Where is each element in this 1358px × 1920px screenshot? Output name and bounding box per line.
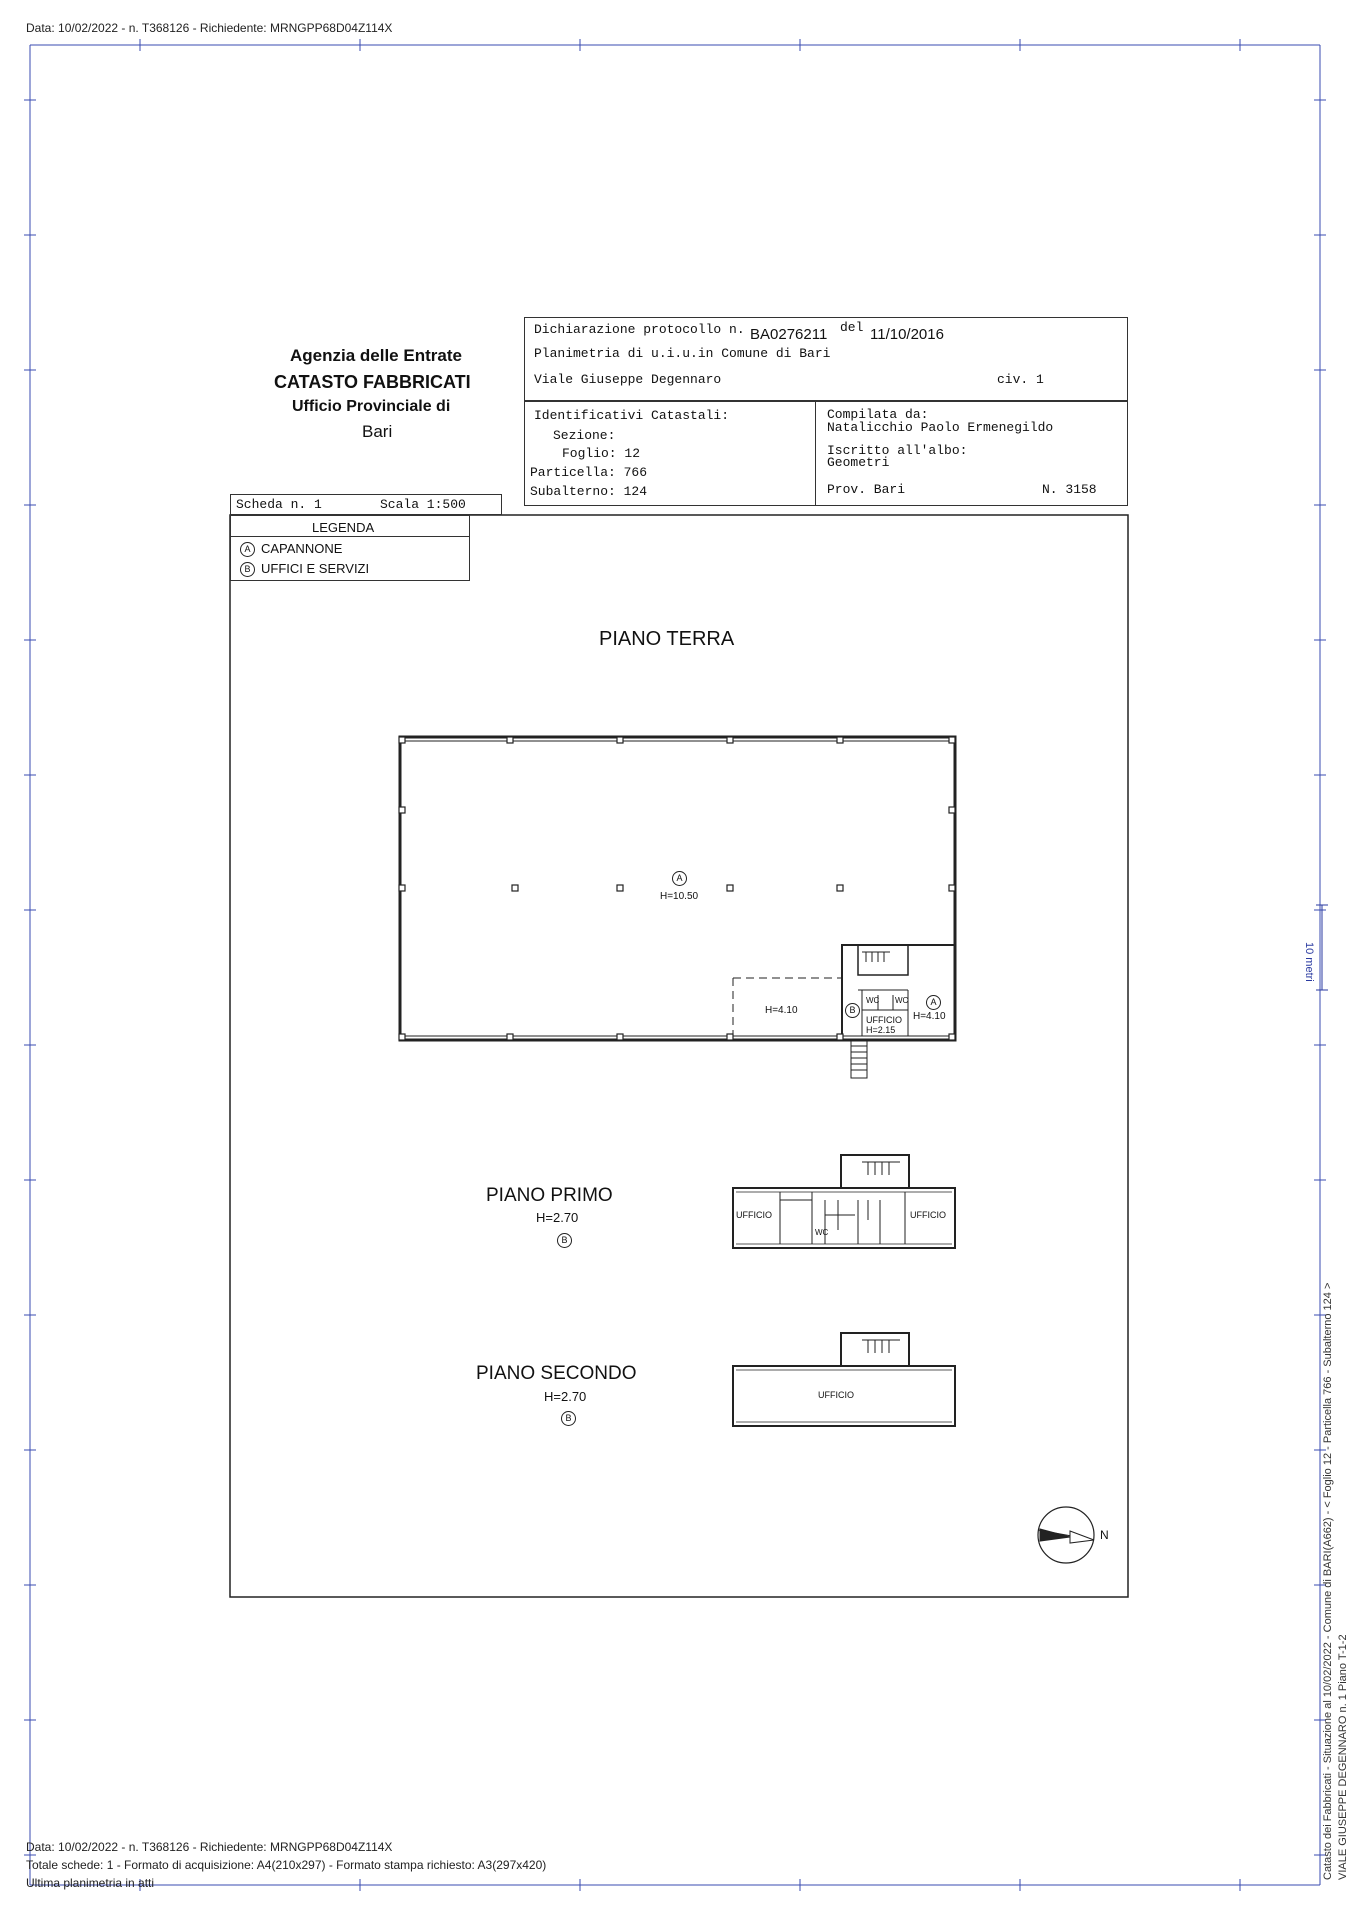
province: Prov. Bari — [827, 482, 906, 497]
pillar — [399, 1034, 405, 1040]
pillar — [399, 885, 405, 891]
pillar — [617, 1034, 623, 1040]
wc-2: WC — [895, 996, 909, 1005]
footer-last-plan: Ultima planimetria in atti — [26, 1876, 155, 1890]
second-floor-title: PIANO SECONDO — [476, 1363, 637, 1384]
legend-divider — [230, 536, 470, 537]
albo-value: Geometri — [827, 455, 890, 470]
pillar — [727, 885, 733, 891]
scheda-scale: Scala 1:500 — [380, 497, 466, 512]
ground-floor-title: PIANO TERRA — [599, 628, 735, 650]
protocol-label: Dichiarazione protocollo n. — [534, 322, 745, 337]
first-office-left: UFFICIO — [736, 1210, 772, 1220]
subalterno: Subalterno: 124 — [530, 484, 648, 499]
annex-height: H=4.10 — [765, 1005, 798, 1016]
footer-format-line: Totale schede: 1 - Formato di acquisizione: A4(210x297) - Formato stampa richiesto: A3(297x420) — [26, 1858, 547, 1872]
pillar — [399, 807, 405, 813]
albo-label: Iscritto all'albo: — [827, 443, 968, 458]
north-compass-icon — [1038, 1507, 1094, 1563]
declaration-date: 11/10/2016 — [870, 326, 944, 343]
pillar — [727, 1034, 733, 1040]
first-floor-title: PIANO PRIMO — [486, 1185, 613, 1206]
agency-city: Bari — [362, 422, 393, 441]
ground-main-height: H=10.50 — [660, 891, 699, 902]
scale-bar — [1316, 905, 1328, 990]
second-office: UFFICIO — [818, 1390, 854, 1400]
pillar — [837, 885, 843, 891]
legend-item-capannone: A CAPANNONE — [240, 541, 342, 557]
footer-request-line: Data: 10/02/2022 - n. T368126 - Richiedente: MRNGPP68D04Z114X — [26, 1840, 393, 1854]
second-floor-symbol: B — [561, 1410, 576, 1428]
side-text-line2: VIALE GIUSEPPE DEGENNARO n. 1 Piano T-1-2 — [1337, 1634, 1349, 1880]
second-floor-height: H=2.70 — [544, 1389, 587, 1404]
right-symbol: A — [926, 994, 941, 1012]
office-symbol: B — [845, 1002, 860, 1020]
address: Viale Giuseppe Degennaro — [534, 372, 722, 387]
foglio: Foglio: 12 — [562, 446, 641, 461]
ground-main-symbol: A — [672, 870, 687, 888]
legend-title: LEGENDA — [312, 520, 375, 535]
particella: Particella: 766 — [530, 465, 648, 480]
pillar — [949, 1034, 955, 1040]
pillar — [949, 885, 955, 891]
header-request-line: Data: 10/02/2022 - n. T368126 - Richiedente: MRNGPP68D04Z114X — [26, 21, 393, 35]
pillar — [512, 885, 518, 891]
pillar — [507, 737, 513, 743]
sezione: Sezione: — [553, 428, 616, 443]
identifiers-title: Identificativi Catastali: — [534, 408, 730, 423]
pillar — [617, 885, 623, 891]
date-label: del — [840, 320, 864, 335]
pillar — [507, 1034, 513, 1040]
pillar — [617, 737, 623, 743]
second-floor-plan — [733, 1333, 955, 1426]
first-floor-height: H=2.70 — [536, 1210, 579, 1225]
first-floor-plan — [733, 1155, 955, 1248]
legend-item-uffici: B UFFICI E SERVIZI — [240, 561, 369, 577]
compiler-label: Compilata da: — [827, 407, 929, 422]
pillar — [837, 1034, 843, 1040]
scheda-number: Scheda n. 1 — [236, 497, 322, 512]
pillar — [837, 737, 843, 743]
side-text-line1: Catasto dei Fabbricati - Situazione al 10/02/2022 - Comune di BARI(A662) - < Foglio 12 - Particella 766 - Subalterno 124 > — [1322, 1282, 1334, 1880]
box-divider — [815, 401, 816, 506]
agency-name: Agenzia delle Entrate — [290, 346, 462, 365]
pillar — [727, 737, 733, 743]
plan-label: Planimetria di u.i.u.in Comune di Bari — [534, 346, 831, 361]
agency-catasto: CATASTO FABBRICATI — [274, 372, 471, 392]
ground-floor-pillars — [399, 737, 955, 1040]
right-height: H=4.10 — [913, 1011, 946, 1022]
north-label: N — [1100, 1528, 1109, 1542]
scale-bar-label: 10 metri — [1303, 942, 1315, 982]
first-wc: WC — [815, 1228, 829, 1237]
protocol-number: BA0276211 — [750, 326, 828, 343]
pillar — [949, 807, 955, 813]
ground-office-label: UFFICIO — [866, 1015, 902, 1025]
ground-office-height: H=2.15 — [866, 1025, 896, 1035]
first-floor-symbol: B — [557, 1232, 572, 1250]
albo-number: N. 3158 — [1042, 482, 1097, 497]
first-office-right: UFFICIO — [910, 1210, 946, 1220]
pillar — [399, 737, 405, 743]
agency-office: Ufficio Provinciale di — [292, 398, 451, 415]
wc-1: WC — [866, 996, 880, 1005]
compiler-name: Natalicchio Paolo Ermenegildo — [827, 420, 1054, 435]
civ-number: civ. 1 — [997, 372, 1044, 387]
pillar — [949, 737, 955, 743]
